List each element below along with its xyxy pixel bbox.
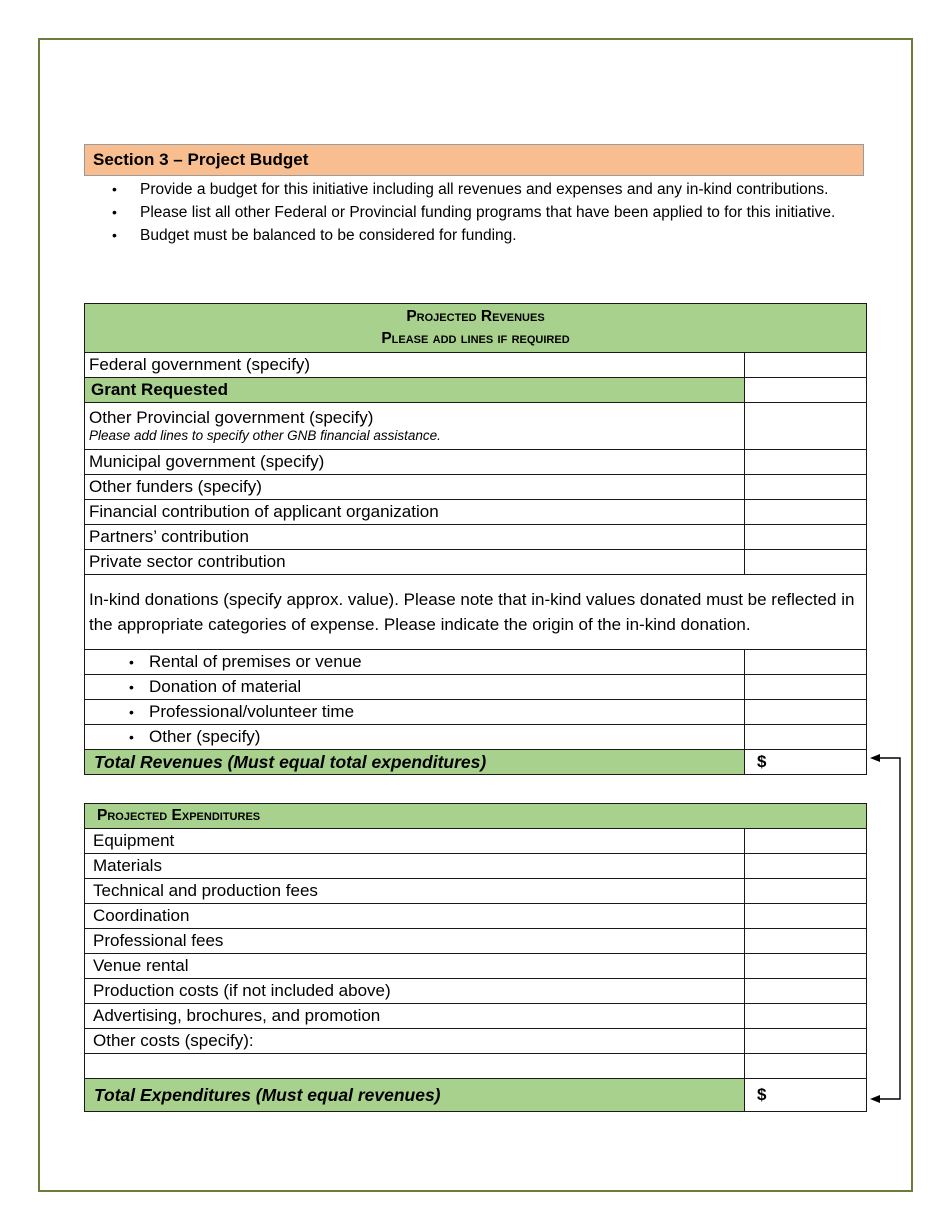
arrowhead-expenditures-icon bbox=[870, 1095, 880, 1103]
total-revenues-label: Total Revenues (Must equal total expenditures) bbox=[85, 750, 745, 775]
table-row bbox=[85, 403, 867, 450]
inkind-item-label: Rental of premises or venue bbox=[149, 652, 362, 671]
table-row bbox=[85, 450, 867, 475]
table-row bbox=[85, 1029, 867, 1054]
section-title: Section 3 – Project Budget bbox=[84, 144, 864, 176]
expense-label: Advertising, brochures, and promotion bbox=[85, 1004, 745, 1029]
inkind-item-label: Professional/volunteer time bbox=[149, 702, 355, 721]
amount-field-grant[interactable] bbox=[745, 378, 867, 403]
expense-label: Other costs (specify): bbox=[85, 1029, 745, 1054]
table-row bbox=[85, 1079, 867, 1112]
row-label-applicant: Financial contribution of applicant organization bbox=[85, 500, 745, 525]
table-row bbox=[85, 525, 867, 550]
inkind-item-material bbox=[85, 675, 745, 700]
revenues-table bbox=[84, 303, 867, 775]
amount-field-private[interactable] bbox=[745, 550, 867, 575]
table-row bbox=[85, 979, 867, 1004]
row-label-partners: Partners’ contribution bbox=[85, 525, 745, 550]
total-expenditures-value[interactable]: $ bbox=[745, 1079, 867, 1112]
amount-field-partners[interactable] bbox=[745, 525, 867, 550]
provincial-label: Other Provincial government (specify) bbox=[89, 408, 374, 427]
expense-label: Production costs (if not included above) bbox=[85, 979, 745, 1004]
table-row bbox=[85, 575, 867, 650]
expense-amount-field[interactable] bbox=[745, 1029, 867, 1054]
revenues-heading bbox=[85, 304, 867, 353]
expense-amount-field[interactable] bbox=[745, 929, 867, 954]
table-row bbox=[85, 550, 867, 575]
table-row bbox=[85, 750, 867, 775]
expense-amount-field[interactable] bbox=[745, 854, 867, 879]
row-label-provincial bbox=[85, 403, 745, 450]
amount-field-federal[interactable] bbox=[745, 353, 867, 378]
table-row bbox=[85, 879, 867, 904]
expense-label: Technical and production fees bbox=[85, 879, 745, 904]
connector-line bbox=[878, 758, 900, 1099]
balance-connector-arrows bbox=[860, 740, 920, 1120]
expenditures-table bbox=[84, 803, 867, 1112]
row-label-federal: Federal government (specify) bbox=[85, 353, 745, 378]
expense-amount-field[interactable] bbox=[745, 1004, 867, 1029]
amount-field-applicant[interactable] bbox=[745, 500, 867, 525]
expense-amount-field[interactable] bbox=[745, 1054, 867, 1079]
amount-field-provincial[interactable] bbox=[745, 403, 867, 450]
amount-field-rental[interactable] bbox=[745, 650, 867, 675]
table-row bbox=[85, 904, 867, 929]
instruction-item: • Please list all other Federal or Provincial funding programs that have been applied to for this initiative. bbox=[112, 201, 852, 224]
expense-label: Coordination bbox=[85, 904, 745, 929]
instruction-item: • Budget must be balanced to be considered for funding. bbox=[112, 224, 852, 247]
total-expenditures-label: Total Expenditures (Must equal revenues) bbox=[85, 1079, 745, 1112]
inkind-item-other bbox=[85, 725, 745, 750]
table-row bbox=[85, 650, 867, 675]
table-row bbox=[85, 829, 867, 854]
table-row bbox=[85, 353, 867, 378]
table-row bbox=[85, 854, 867, 879]
inkind-item-rental bbox=[85, 650, 745, 675]
amount-field-time[interactable] bbox=[745, 700, 867, 725]
table-row bbox=[85, 378, 867, 403]
amount-field-other-funders[interactable] bbox=[745, 475, 867, 500]
inkind-item-time bbox=[85, 700, 745, 725]
row-label-private: Private sector contribution bbox=[85, 550, 745, 575]
table-row bbox=[85, 1004, 867, 1029]
instructions-list bbox=[112, 178, 852, 247]
expense-amount-field[interactable] bbox=[745, 979, 867, 1004]
arrowhead-revenues-icon bbox=[870, 754, 880, 762]
amount-field-material[interactable] bbox=[745, 675, 867, 700]
table-row bbox=[85, 1054, 867, 1079]
expense-amount-field[interactable] bbox=[745, 954, 867, 979]
row-label-other-funders: Other funders (specify) bbox=[85, 475, 745, 500]
amount-field-municipal[interactable] bbox=[745, 450, 867, 475]
table-row bbox=[85, 725, 867, 750]
expense-amount-field[interactable] bbox=[745, 829, 867, 854]
expense-amount-field[interactable] bbox=[745, 879, 867, 904]
row-label-grant: Grant Requested bbox=[85, 378, 745, 403]
total-revenues-value[interactable]: $ bbox=[745, 750, 867, 775]
row-label-inkind: In-kind donations (specify approx. value). Please note that in-kind values donated must be reflected in the appropriate categories of expense. Please indicate the origin of the in-kind donation. bbox=[85, 575, 867, 650]
inkind-item-label: Donation of material bbox=[149, 677, 302, 696]
expense-label: Materials bbox=[85, 854, 745, 879]
provincial-note: Please add lines to specify other GNB financial assistance. bbox=[89, 428, 441, 443]
expense-label: Professional fees bbox=[85, 929, 745, 954]
table-row bbox=[85, 929, 867, 954]
table-row bbox=[85, 954, 867, 979]
expense-amount-field[interactable] bbox=[745, 904, 867, 929]
expense-blank-row[interactable] bbox=[85, 1054, 745, 1079]
row-label-municipal: Municipal government (specify) bbox=[85, 450, 745, 475]
revenues-heading-line1: Projected Revenues bbox=[406, 308, 545, 325]
revenues-heading-line2: Please add lines if required bbox=[381, 330, 570, 347]
expense-label: Venue rental bbox=[85, 954, 745, 979]
table-row bbox=[85, 675, 867, 700]
expenditures-heading: Projected Expenditures bbox=[85, 804, 867, 829]
table-row bbox=[85, 475, 867, 500]
expense-label: Equipment bbox=[85, 829, 745, 854]
instruction-item: • Provide a budget for this initiative including all revenues and expenses and any in-kind contributions. bbox=[112, 178, 852, 201]
amount-field-other[interactable] bbox=[745, 725, 867, 750]
table-row bbox=[85, 500, 867, 525]
table-row bbox=[85, 700, 867, 725]
inkind-item-label: Other (specify) bbox=[149, 727, 261, 746]
